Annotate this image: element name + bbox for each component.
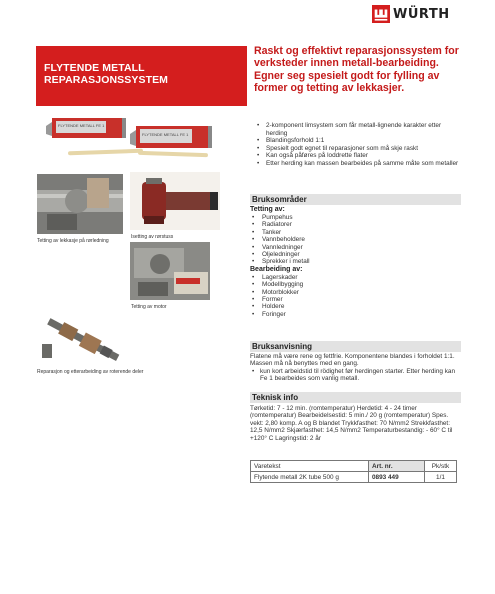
caption-pipe: Isetting av rørstuss <box>131 234 174 240</box>
headline: Raskt og effektivt reparasjonssystem for verksteder innen metall-bearbeiding. Egner seg spesielt godt for fylling av former og tetting av lekkasjer. <box>254 45 459 95</box>
list-item: • Radiatorer <box>250 221 461 228</box>
feature-item: • 2-komponent limsystem som får metall-lignende karakter etter herding <box>256 122 461 137</box>
product-tubes-image <box>38 112 216 164</box>
list-item: • Vannledninger <box>250 244 461 251</box>
instructions-text: Flatene må være rene og fettfrie. Komponentene blandes i forholdet 1:1. Massen må nå benyttes med en gang. <box>250 353 455 368</box>
title-block <box>36 46 247 106</box>
tube-label-1: FLYTENDE METALL FE 1 <box>58 123 105 128</box>
feature-item: • Spesielt godt egnet til reparasjoner som må skje raskt <box>256 145 461 153</box>
cell-description: Flytende metall 2K tube 500 g <box>251 472 369 483</box>
list-item: • Modellbygging <box>250 281 461 288</box>
technical-heading: Teknisk info <box>250 392 461 403</box>
caption-engine: Tetting av motor <box>131 304 167 310</box>
caption-gear: Reparasjon og etterarbeiding av roterende deler <box>37 369 144 375</box>
photo-engine-sealing <box>130 242 210 300</box>
list-item: • Foringer <box>250 311 461 318</box>
list-item: • Lagerskader <box>250 274 461 281</box>
header-description: Varetekst <box>251 461 369 472</box>
list-item: • Former <box>250 296 461 303</box>
header-art-number: Art. nr. <box>369 461 425 472</box>
list-item: • Tanker <box>250 229 461 236</box>
feature-item: • Etter herding kan massen bearbeides på samme måte som metaller <box>256 160 461 168</box>
processing-heading: Bearbeiding av: <box>250 265 303 273</box>
sealing-heading: Tetting av: <box>250 206 285 213</box>
processing-list <box>250 274 461 318</box>
photo-pipe-socket <box>130 172 220 230</box>
list-item: • Sprekker i metall <box>250 258 461 265</box>
usage-heading: Bruksområder <box>250 194 461 205</box>
table-header-row <box>251 461 457 472</box>
feature-item: • Blandingsforhold 1:1 <box>256 137 461 145</box>
wurth-logo-icon <box>372 5 390 23</box>
title-line-2: REPARASJONSSYSTEM <box>44 74 169 86</box>
technical-text: Tørketid: 7 - 12 min. (romtemperatur) Herdetid: 4 - 24 timer (romtemperatur) Bearbeidelsestid: 5 min./ 20 g (romtemperatur) Spes. vekt: 2,80 komp. A og B blandet Trykkfasthet: 70 N/mm2 Strekkfasthet: 12,5 N/mm2 Skjærfasthet: 14,5 N/mm2 Temperaturbestandig: - 60° C til +120° C Lagringstid: 2 år <box>250 405 453 442</box>
sealing-list <box>250 214 461 266</box>
feature-item: • Kan også påføres på loddrette flater <box>256 152 461 160</box>
tube-label-2: FLYTENDE METALL FE 1 <box>142 132 189 137</box>
instructions-list <box>250 368 461 383</box>
instructions-bullet: • kun kort arbeidstid til rödighet før herdingen starter. Etter herding kan Fe 1 bearbeides som vanlig metall. <box>250 368 461 383</box>
list-item: • Holdere <box>250 303 461 310</box>
list-item: • Pumpehus <box>250 214 461 221</box>
photo-leak-sealing <box>37 174 123 234</box>
instructions-body <box>250 353 461 383</box>
cell-art-number: 0893 449 <box>369 472 425 483</box>
product-table <box>250 460 457 483</box>
caption-leak: Tetting av lekkasje på rørledning <box>37 238 109 244</box>
usage-body <box>250 206 461 318</box>
list-item: • Motorblokker <box>250 289 461 296</box>
logo-text: WÜRTH <box>393 6 450 22</box>
instructions-heading: Bruksanvisning <box>250 341 461 352</box>
header-pack: Pk/stk <box>425 461 457 472</box>
wurth-logo <box>372 4 464 24</box>
cell-pack: 1/1 <box>425 472 457 483</box>
table-row <box>251 472 457 483</box>
photo-gear-repair <box>38 314 128 366</box>
list-item: • Vannbeholdere <box>250 236 461 243</box>
feature-list <box>256 122 461 168</box>
title-line-1: FLYTENDE METALL <box>44 62 145 74</box>
list-item: • Oljeledninger <box>250 251 461 258</box>
